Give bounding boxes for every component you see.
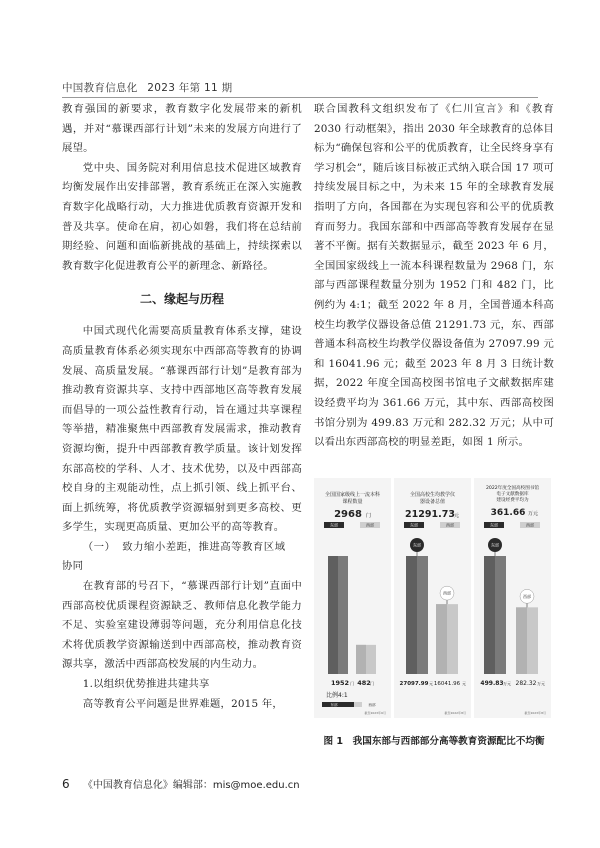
figure-panel-course-count xyxy=(314,478,391,718)
panel-3-west-unit: 万元 xyxy=(537,681,545,686)
panel-1-west-unit: 门 xyxy=(370,681,374,686)
subsection-title xyxy=(62,538,302,558)
section-title: 二、缘起与历程 xyxy=(139,292,224,307)
panel-2-east-tag-label: 东部 xyxy=(413,542,421,548)
panel-3-graphic xyxy=(474,478,551,718)
panel-1-ratio-west-bar xyxy=(354,702,362,707)
panel-2-title-line1: 全国高校生均教学仪 xyxy=(409,492,456,498)
left-column xyxy=(62,100,302,714)
panel-2-east-bar-shade xyxy=(406,556,417,674)
journal-name: 中国教育信息化 xyxy=(62,82,138,94)
panel-2-west-unit: 元 xyxy=(462,681,466,686)
panel-1-east-unit: 门 xyxy=(350,681,354,686)
paragraph: 高等教育公平问题是世界难题，2015 年， xyxy=(82,697,283,710)
panel-3-bars xyxy=(484,538,538,674)
panel-2-title-line2: 器设备总值 xyxy=(419,499,446,505)
header-rule xyxy=(62,97,538,98)
panel-3-date: 截至2023年8月 xyxy=(524,711,546,715)
panel-3-title-line3: 建设经费平均为 xyxy=(496,498,529,503)
figure-panel-library-funds xyxy=(474,478,551,718)
panel-2-bars xyxy=(406,538,458,674)
panel-2-date: 截至2022年8月 xyxy=(444,711,466,715)
panel-3-west-bar-shade xyxy=(516,607,527,674)
paragraph: 教育强国的新要求，教育数字化发展带来的新机遇，并对“慕课西部行计划”未来的发展方向进行了展望。 xyxy=(62,103,302,155)
panel-3-title-line1: 2022年度全国高校图书馆 xyxy=(485,486,540,491)
panel-1-legend-east: 东部 xyxy=(330,522,338,528)
panel-3-legend-east: 东部 xyxy=(490,522,498,528)
panel-2-legend-east: 东部 xyxy=(410,522,418,528)
panel-2-west-tag-label: 西部 xyxy=(443,590,451,596)
panel-1-date: 截至2023年6月 xyxy=(364,711,386,715)
panel-1-total-unit: 门 xyxy=(366,513,372,519)
panel-1-total: 2968 xyxy=(334,509,362,520)
panel-1-legend-west: 西部 xyxy=(366,522,374,528)
panel-3-west-value: 282.32 xyxy=(515,680,537,687)
panel-1-graphic xyxy=(314,478,391,718)
panel-2-west-bar-shade xyxy=(436,604,447,674)
journal-issue: 2023 年第 11 期 xyxy=(147,82,233,94)
panel-2-graphic xyxy=(394,478,471,718)
panel-1-west-value: 482 xyxy=(357,679,371,687)
right-column xyxy=(314,100,554,453)
panel-2-west-value: 16041.96 xyxy=(433,681,461,687)
panel-1-title-line1: 全国国家级线上一流本科 xyxy=(324,492,381,498)
paragraph: 中国式现代化需要高质量教育体系支撑，建设高质量教育体系必须实现东中西部高等教育的协调发展、高质量发展。“慕课西部行计划”是教育部为推动教育资源共享、支持中西部地区高等教育发展而倡导的一项公益性教育行动，旨在通过共享课程等举措，精准聚焦中西部教育发展需求，推动教育资源均衡，提升中西部教育教学质量。该计划发挥东部高校的学科、人才、技术优势，以及中西部高校自身的主观能动性，点上抓引领、线上抓平台、面上抓统筹，将优质教学资源辐射到更多高校、更多学生，实现更高质量、更加公平的高等教育。 xyxy=(62,325,302,534)
panel-1-west-bar-shade xyxy=(356,645,366,674)
panel-2-total: 21291.73 xyxy=(405,509,455,520)
panel-1-east-value: 1952 xyxy=(330,679,350,687)
running-header xyxy=(62,80,232,95)
panel-2-legend-west: 西部 xyxy=(446,522,454,528)
panel-3-east-unit: 万元 xyxy=(503,681,511,686)
paragraph: 在教育部的号召下，“慕课西部行计划”直面中西部高校优质课程资源缺乏、教师信息化教学能力不足、实验室建设薄弱等问题，充分利用信息化技术将优质教学资源输送到中西部高校，推动教育资源共享，激活中西部高校发展的内生动力。 xyxy=(62,580,302,671)
panel-1-ratio-west-label: 西部 xyxy=(368,703,376,707)
figure-1 xyxy=(314,478,551,718)
panel-3-total-unit: 万元 xyxy=(528,511,539,517)
panel-1-ratio: 比例4:1 xyxy=(326,692,348,699)
panel-1-east-bar-shade xyxy=(328,556,338,674)
panel-1-ratio-east-label: 东部 xyxy=(330,703,338,707)
panel-3-east-bar-shade xyxy=(484,556,495,674)
panel-2-east-unit: 元 xyxy=(429,681,433,686)
panel-1-bars xyxy=(328,556,376,674)
figure-caption: 图 1 我国东部与西部部分高等教育资源配比不均衡 xyxy=(323,736,545,747)
panel-1-title-line2: 课程数量 xyxy=(342,499,363,505)
panel-3-west-tag-label: 西部 xyxy=(523,593,531,599)
panel-3-east-tag-label: 东部 xyxy=(491,542,499,548)
panel-3-title-line2: 电子文献数据库 xyxy=(496,492,529,497)
figure-panel-equipment-value xyxy=(394,478,471,718)
numbered-heading: 1.以组织优势推进共建共享 xyxy=(82,678,210,691)
subsection-title-line2: 协同 xyxy=(62,560,84,573)
page-footer xyxy=(62,776,300,791)
page-number: 6 xyxy=(62,777,70,791)
panel-3-total: 361.66 xyxy=(490,508,526,518)
panel-2-total-unit: 元 xyxy=(454,513,460,519)
panel-1-ratio-east-bar xyxy=(322,702,354,707)
footer-text: 《中国教育信息化》编辑部：mis@moe.edu.cn xyxy=(82,780,300,791)
panel-2-east-value: 27097.99 xyxy=(399,681,429,687)
subsection-title-line1: （一） 致力缩小差距，推进高等教育区域 xyxy=(82,540,286,553)
panel-3-east-value: 499.83 xyxy=(480,680,504,687)
paragraph: 联合国教科文组织发布了《仁川宣言》和《教育 2030 行动框架》，指出 2030 年全球教育的总体目标为“确保包容和公平的优质教育，让全民终身享有学习机会”，随后该目标被正式纳入联合国 17 项可持续发展目标之中，为未来 15 年的全球教育发展指明了方向，各国都在为实现包容和公平的优质教育而努力。我国东部和中西部高等教育发展存在显著不平衡。据有关数据显示，截至 2023 年 6 月，全国国家级线上一流本科课程数量为 2968 门，东部与西部课程数量分别为 1952 门和 482 门，比例约为 4:1；截至 2022 年 8 月，全国普通本科高校生均教学仪器设备总值 21291.73 元，东、西部普通本科高校生均教学仪器设备值为 27097.99 元和 16041.96 元；截至 2023 年 8 月 3 日统计数据，2022 年度全国高校图书馆电子文献数据库建设经费平均为 361.66 万元，其中东、西部高校图书馆分别为 499.83 万元和 282.32 万元；从中可以看出东西部高校的明显差距，如图 1 所示。 xyxy=(314,103,554,449)
panel-3-legend-west: 西部 xyxy=(526,522,534,528)
paragraph: 党中央、国务院对利用信息技术促进区域教育均衡发展作出安排部署，教育系统正在深入实施教育数字化战略行动，大力推进优质教育资源开发和普及共享。使命在肩，初心如磐，我们将在总结前期经验、问题和面临新挑战的基础上，持续探索以教育数字化促进教育公平的新理念、新路径。 xyxy=(62,161,302,272)
